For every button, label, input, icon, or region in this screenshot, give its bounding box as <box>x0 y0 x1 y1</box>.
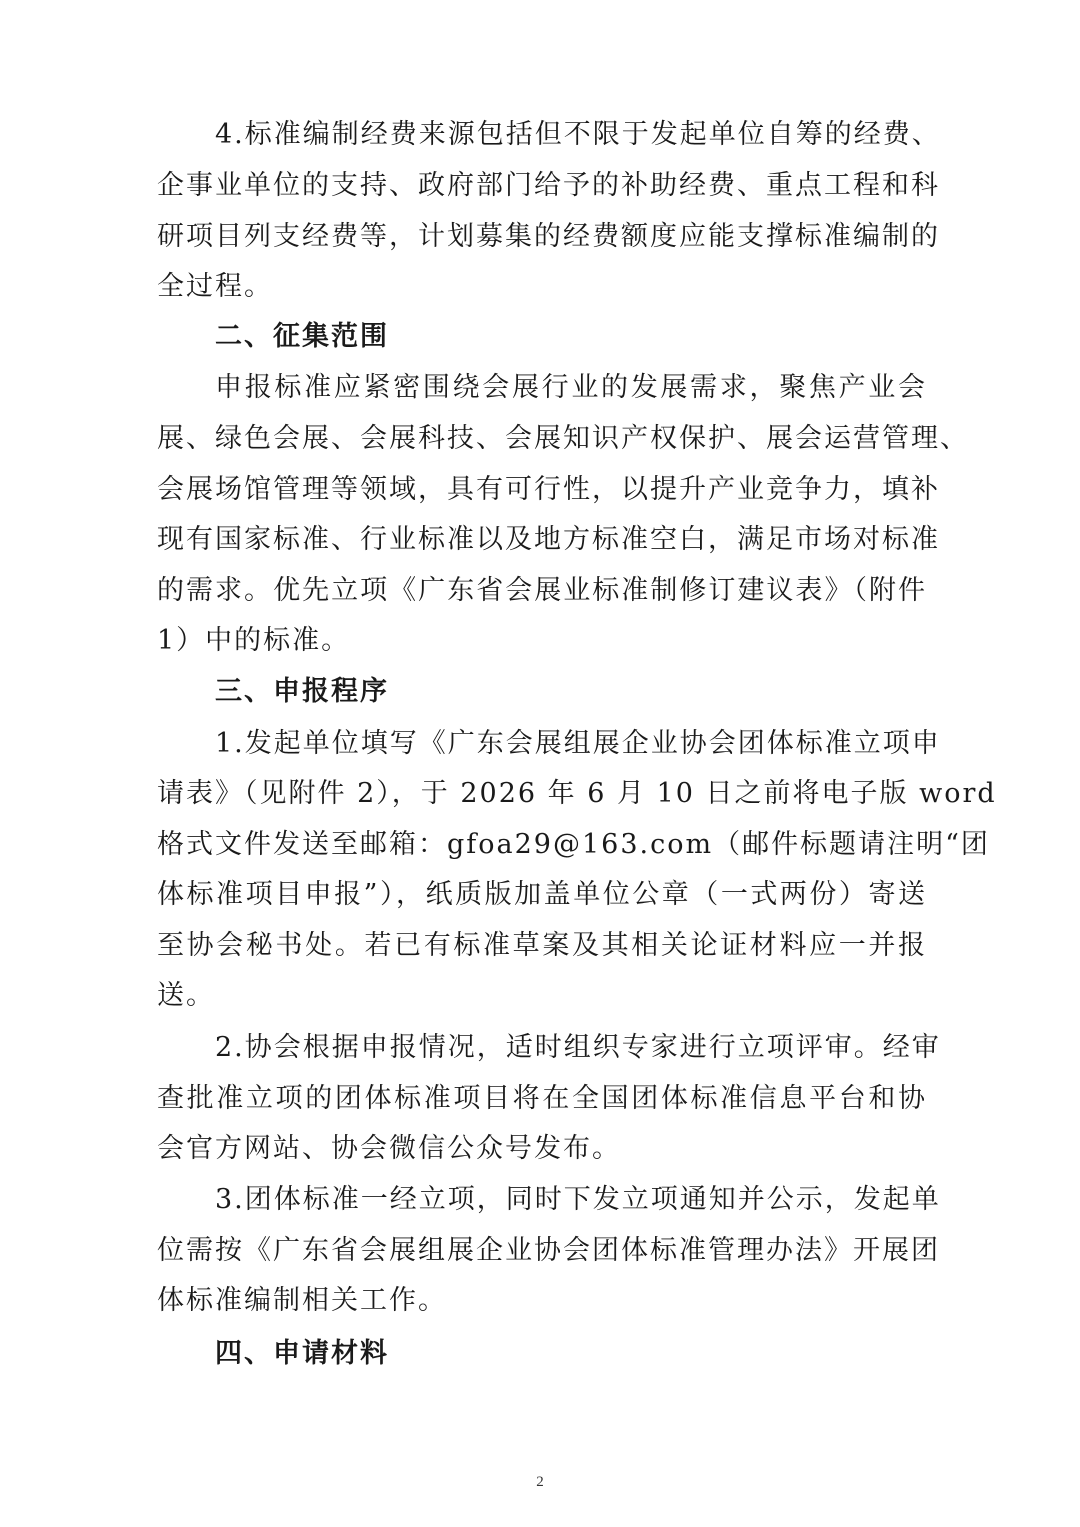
text-line: 2.协会根据申报情况，适时组织专家进行立项评审。经审 <box>215 1032 941 1063</box>
text-line: 3.团体标准一经立项，同时下发立项通知并公示，发起单 <box>215 1184 941 1215</box>
text-line: 格式文件发送至邮箱：gfoa29@163.com（邮件标题请注明“团 <box>157 829 990 860</box>
text-line: 1）中的标准。 <box>157 625 351 656</box>
text-line: 体标准编制相关工作。 <box>157 1285 447 1316</box>
text-line: 会展场馆管理等领域，具有可行性，以提升产业竞争力，填补 <box>157 474 940 505</box>
text-line: 企事业单位的支持、政府部门给予的补助经费、重点工程和科 <box>157 170 940 201</box>
text-line: 申报标准应紧密围绕会展行业的发展需求，聚焦产业会 <box>215 372 927 403</box>
section-heading-materials: 四、申请材料 <box>215 1338 389 1369</box>
text-line: 现有国家标准、行业标准以及地方标准空白，满足市场对标准 <box>157 524 940 555</box>
text-line: 请表》（见附件 2），于 2026 年 6 月 10 日之前将电子版 word <box>157 778 997 809</box>
text-line: 4.标准编制经费来源包括但不限于发起单位自筹的经费、 <box>215 119 941 150</box>
section-heading-procedure: 三、申报程序 <box>215 676 389 707</box>
text-line: 会官方网站、协会微信公众号发布。 <box>157 1133 621 1164</box>
text-line: 1.发起单位填写《广东会展组展企业协会团体标准立项申 <box>215 728 941 759</box>
text-line: 研项目列支经费等，计划募集的经费额度应能支撑标准编制的 <box>157 221 940 252</box>
text-line: 至协会秘书处。若已有标准草案及其相关论证材料应一并报 <box>157 930 927 961</box>
page-number: 2 <box>536 1474 544 1490</box>
text-line: 的需求。优先立项《广东省会展业标准制修订建议表》（附件 <box>157 575 927 606</box>
text-line: 展、绿色会展、会展科技、会展知识产权保护、展会运营管理、 <box>157 423 969 454</box>
section-heading-scope: 二、征集范围 <box>215 321 389 352</box>
text-line: 体标准项目申报”），纸质版加盖单位公章（一式两份）寄送 <box>157 879 927 910</box>
text-line: 位需按《广东省会展组展企业协会团体标准管理办法》开展团 <box>157 1235 940 1266</box>
text-line: 全过程。 <box>157 271 273 302</box>
text-line: 送。 <box>157 980 215 1011</box>
text-line: 查批准立项的团体标准项目将在全国团体标准信息平台和协 <box>157 1083 927 1114</box>
